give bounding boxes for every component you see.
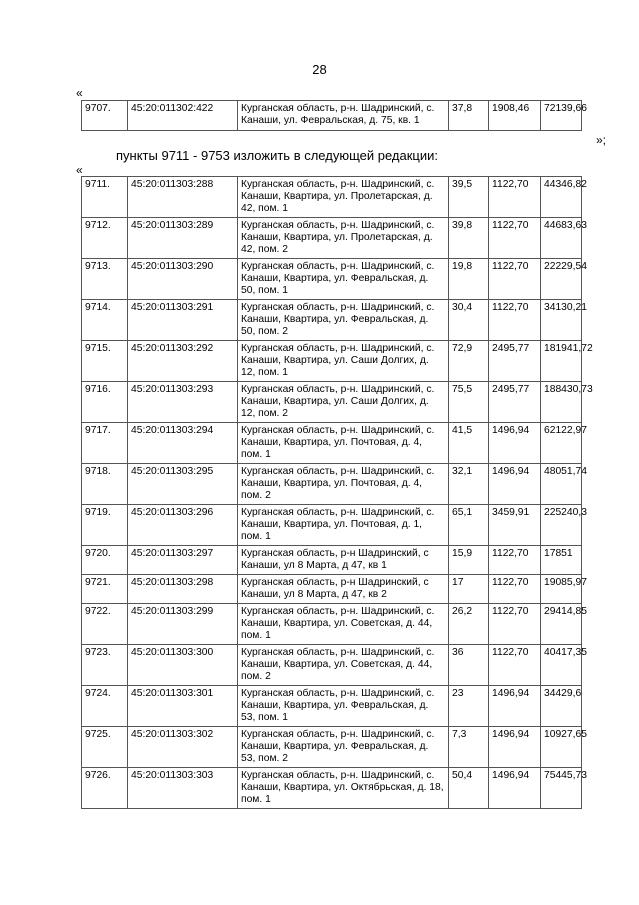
address: Курганская область, р-н. Шадринский, с. Канаши, Квартира, ул. Советская, д. 44, пом. 2 [238, 645, 449, 686]
value: 188430,73 [541, 382, 582, 423]
rate: 1496,94 [489, 464, 541, 505]
area: 15,9 [449, 546, 489, 575]
area: 17 [449, 575, 489, 604]
address: Курганская область, р-н. Шадринский, с. Канаши, ул. Февральская, д. 75, кв. 1 [238, 101, 449, 131]
cadastral-number: 45:20:011303:303 [128, 768, 238, 809]
rate: 1908,46 [489, 101, 541, 131]
row-number: 9726. [82, 768, 128, 809]
value: 17851 [541, 546, 582, 575]
address: Курганская область, р-н. Шадринский, с. Канаши, Квартира, ул. Октябрьская, д. 18, пом. 1 [238, 768, 449, 809]
row-number: 9723. [82, 645, 128, 686]
table-row [82, 218, 582, 259]
cadastral-number: 45:20:011303:288 [128, 177, 238, 218]
cadastral-number: 45:20:011303:296 [128, 505, 238, 546]
area: 75,5 [449, 382, 489, 423]
value: 19085,97 [541, 575, 582, 604]
value: 40417,35 [541, 645, 582, 686]
address: Курганская область, р-н. Шадринский, с. Канаши, Квартира, ул. Советская, д. 44, пом. 1 [238, 604, 449, 645]
value: 44346,82 [541, 177, 582, 218]
cadastral-number: 45:20:011303:298 [128, 575, 238, 604]
address: Курганская область, р-н. Шадринский, с. Канаши, Квартира, ул. Февральская, д. 50, пом. 2 [238, 300, 449, 341]
row-number: 9719. [82, 505, 128, 546]
area: 65,1 [449, 505, 489, 546]
cadastral-number: 45:20:011303:290 [128, 259, 238, 300]
intro-text: пункты 9711 - 9753 изложить в следующей редакции: [116, 148, 438, 163]
row-number: 9711. [82, 177, 128, 218]
area: 72,9 [449, 341, 489, 382]
cadastral-number: 45:20:011303:294 [128, 423, 238, 464]
table-row [82, 768, 582, 809]
table-row [82, 259, 582, 300]
rate: 1496,94 [489, 727, 541, 768]
table-row [82, 101, 582, 131]
table-row [82, 546, 582, 575]
table-row [82, 727, 582, 768]
area: 32,1 [449, 464, 489, 505]
cadastral-number: 45:20:011303:289 [128, 218, 238, 259]
rate: 1122,70 [489, 575, 541, 604]
row-number: 9715. [82, 341, 128, 382]
area: 36 [449, 645, 489, 686]
cadastral-number: 45:20:011303:302 [128, 727, 238, 768]
area: 23 [449, 686, 489, 727]
address: Курганская область, р-н. Шадринский, с. Канаши, Квартира, ул. Саши Долгих, д. 12, пом. 1 [238, 341, 449, 382]
row-number: 9720. [82, 546, 128, 575]
rate: 3459,91 [489, 505, 541, 546]
cadastral-number: 45:20:011303:295 [128, 464, 238, 505]
row-number: 9716. [82, 382, 128, 423]
address: Курганская область, р-н. Шадринский, с. Канаши, Квартира, ул. Пролетарская, д. 42, пом. 1 [238, 177, 449, 218]
cadastral-number: 45:20:011303:299 [128, 604, 238, 645]
area: 39,5 [449, 177, 489, 218]
rate: 2495,77 [489, 382, 541, 423]
opening-quote-top: « [76, 86, 83, 100]
rate: 1122,70 [489, 546, 541, 575]
row-number: 9717. [82, 423, 128, 464]
cadastral-number: 45:20:011303:297 [128, 546, 238, 575]
rate: 1122,70 [489, 300, 541, 341]
value: 72139,66 [541, 101, 582, 131]
table-row [82, 300, 582, 341]
row-number: 9718. [82, 464, 128, 505]
area: 26,2 [449, 604, 489, 645]
cadastral-number: 45:20:011303:293 [128, 382, 238, 423]
row-number: 9713. [82, 259, 128, 300]
value: 181941,72 [541, 341, 582, 382]
row-number: 9712. [82, 218, 128, 259]
rate: 1122,70 [489, 604, 541, 645]
area: 37,8 [449, 101, 489, 131]
address: Курганская область, р-н Шадринский, с Канаши, ул 8 Марта, д 47, кв 1 [238, 546, 449, 575]
value: 29414,85 [541, 604, 582, 645]
rate: 1122,70 [489, 177, 541, 218]
cadastral-number: 45:20:011302:422 [128, 101, 238, 131]
value: 62122,97 [541, 423, 582, 464]
table-row [82, 464, 582, 505]
value: 22229,54 [541, 259, 582, 300]
address: Курганская область, р-н. Шадринский, с. Канаши, Квартира, ул. Почтовая, д. 4, пом. 1 [238, 423, 449, 464]
address: Курганская область, р-н. Шадринский, с. Канаши, Квартира, ул. Почтовая, д. 1, пом. 1 [238, 505, 449, 546]
address: Курганская область, р-н. Шадринский, с. Канаши, Квартира, ул. Саши Долгих, д. 12, пом. 2 [238, 382, 449, 423]
row-number: 9707. [82, 101, 128, 131]
closing-quote: »; [596, 133, 607, 147]
value: 48051,74 [541, 464, 582, 505]
table-row [82, 575, 582, 604]
row-number: 9721. [82, 575, 128, 604]
value: 44683,63 [541, 218, 582, 259]
row-number: 9714. [82, 300, 128, 341]
value: 34130,21 [541, 300, 582, 341]
property-table [81, 176, 593, 809]
value: 75445,73 [541, 768, 582, 809]
area: 50,4 [449, 768, 489, 809]
value: 10927,65 [541, 727, 582, 768]
rate: 2495,77 [489, 341, 541, 382]
rate: 1496,94 [489, 768, 541, 809]
row-number: 9722. [82, 604, 128, 645]
cadastral-number: 45:20:011303:300 [128, 645, 238, 686]
rate: 1122,70 [489, 218, 541, 259]
rate: 1122,70 [489, 259, 541, 300]
area: 39,8 [449, 218, 489, 259]
table-row [82, 382, 582, 423]
opening-quote-main: « [76, 163, 83, 177]
table-row [82, 686, 582, 727]
address: Курганская область, р-н. Шадринский, с. Канаши, Квартира, ул. Февральская, д. 50, пом. 1 [238, 259, 449, 300]
cadastral-number: 45:20:011303:292 [128, 341, 238, 382]
amended-row-table [81, 100, 587, 131]
address: Курганская область, р-н. Шадринский, с. Канаши, Квартира, ул. Февральская, д. 53, пом. 2 [238, 727, 449, 768]
address: Курганская область, р-н. Шадринский, с. Канаши, Квартира, ул. Февральская, д. 53, пом. 1 [238, 686, 449, 727]
page-number: 28 [312, 62, 327, 77]
cadastral-number: 45:20:011303:291 [128, 300, 238, 341]
row-number: 9725. [82, 727, 128, 768]
address: Курганская область, р-н. Шадринский, с. Канаши, Квартира, ул. Почтовая, д. 4, пом. 2 [238, 464, 449, 505]
area: 41,5 [449, 423, 489, 464]
value: 225240,3 [541, 505, 582, 546]
address: Курганская область, р-н Шадринский, с Канаши, ул 8 Марта, д 47, кв 2 [238, 575, 449, 604]
row-number: 9724. [82, 686, 128, 727]
rate: 1496,94 [489, 686, 541, 727]
table-row [82, 423, 582, 464]
rate: 1122,70 [489, 645, 541, 686]
area: 7,3 [449, 727, 489, 768]
value: 34429,6 [541, 686, 582, 727]
table-row [82, 341, 582, 382]
table-row [82, 177, 582, 218]
table-row [82, 645, 582, 686]
table-row [82, 505, 582, 546]
address: Курганская область, р-н. Шадринский, с. Канаши, Квартира, ул. Пролетарская, д. 42, пом. 2 [238, 218, 449, 259]
rate: 1496,94 [489, 423, 541, 464]
cadastral-number: 45:20:011303:301 [128, 686, 238, 727]
area: 19,8 [449, 259, 489, 300]
table-row [82, 604, 582, 645]
area: 30,4 [449, 300, 489, 341]
